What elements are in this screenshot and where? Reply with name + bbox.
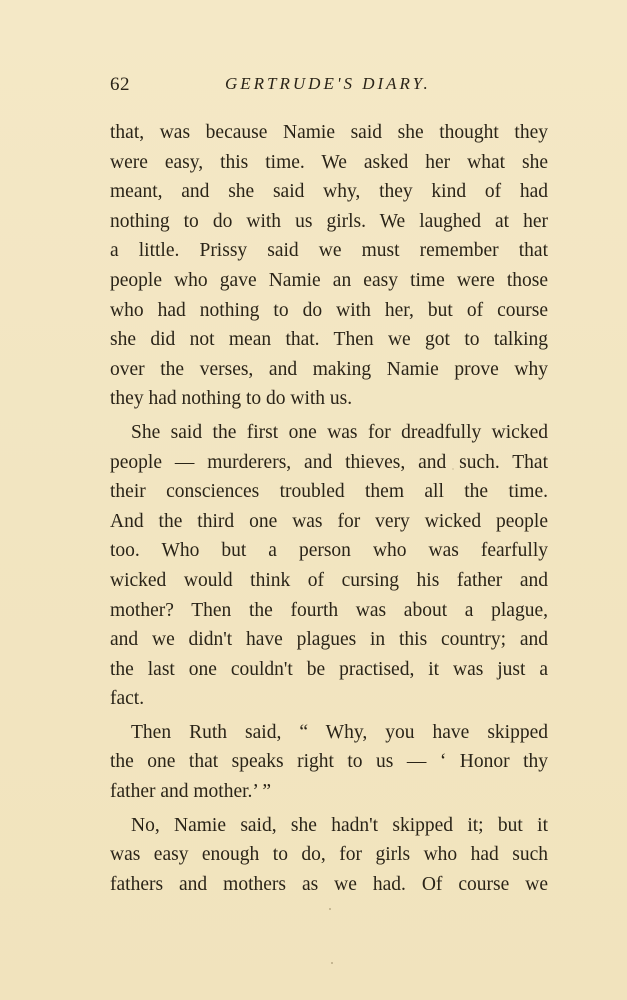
paper-speck <box>452 468 454 470</box>
body-text <box>110 118 548 899</box>
paper-speck <box>331 962 333 964</box>
paper-speck <box>329 908 331 910</box>
text-line: they had nothing to do with us. <box>110 388 353 410</box>
text-line: And the third one was for very wicked people <box>110 510 548 532</box>
text-line: were easy, this time. We asked her what she <box>110 151 548 173</box>
text-line: fathers and mothers as we had. Of course we <box>110 873 548 895</box>
text-line: was easy enough to do, for girls who had such <box>110 844 548 866</box>
text-line: fact. <box>110 688 145 710</box>
text-line: people — murderers, and thieves, and such. That <box>110 451 548 473</box>
text-line: She said the first one was for dreadfully wicked <box>131 421 548 443</box>
text-line: the last one couldn't be practised, it was just a <box>110 658 548 680</box>
text-line: Then Ruth said, “ Why, you have skipped <box>131 721 548 743</box>
text-line: she did not mean that. Then we got to talking <box>110 329 548 351</box>
text-line: father and mother.’ ” <box>110 781 271 803</box>
text-line: too. Who but a person who was fearfully <box>110 540 548 562</box>
text-line: their consciences troubled them all the time. <box>110 481 548 503</box>
text-line: over the verses, and making Namie prove why <box>110 358 548 380</box>
text-line: and we didn't have plagues in this country; and <box>110 629 548 651</box>
text-line: a little. Prissy said we must remember that <box>110 240 548 262</box>
text-line: that, was because Namie said she thought they <box>110 122 548 143</box>
text-line: mother? Then the fourth was about a plague, <box>110 599 548 621</box>
text-line: nothing to do with us girls. We laughed at her <box>110 210 548 232</box>
text-line: meant, and she said why, they kind of had <box>110 181 548 203</box>
text-line: wicked would think of cursing his father and <box>110 569 548 591</box>
text-line: No, Namie said, she hadn't skipped it; but it <box>131 814 548 836</box>
text-line: the one that speaks right to us — ‘ Honor thy <box>110 751 548 773</box>
running-head <box>110 74 550 96</box>
text-line: who had nothing to do with her, but of course <box>110 299 548 321</box>
running-title: GERTRUDE'S DIARY. <box>225 74 431 93</box>
text-line: people who gave Namie an easy time were those <box>110 269 548 291</box>
page-number: 62 <box>110 74 130 95</box>
